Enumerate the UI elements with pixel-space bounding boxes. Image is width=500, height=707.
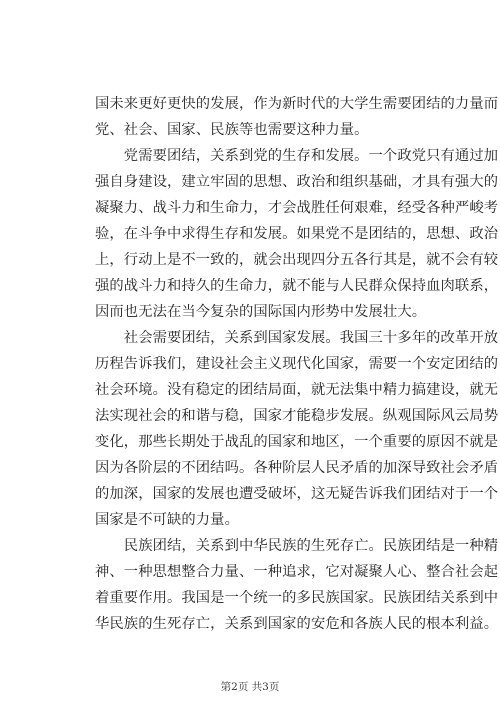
text-line: 党需要团结，关系到党的生存和发展。一个政党只有通过加 xyxy=(95,148,499,164)
text-line: 神、一种思想整合力量、一种追求，它对凝聚人心、整合社会起 xyxy=(95,564,499,580)
text-line: 历程告诉我们，建设社会主义现代化国家，需要一个安定团结的 xyxy=(95,356,499,372)
text-line: 着重要作用。我国是一个统一的多民族国家。民族团结关系到中 xyxy=(95,590,499,606)
text-line: 国未来更好更快的发展，作为新时代的大学生需要团结的力量而 xyxy=(95,96,499,112)
text-line: 的加深，国家的发展也遭受破坏，这无疑告诉我们团结对于一个 xyxy=(95,486,499,502)
text-line: 凝聚力、战斗力和生命力，才会战胜任何艰难，经受各种严峻考 xyxy=(95,200,499,216)
body-text xyxy=(95,91,499,637)
text-line: 因而也无法在当今复杂的国际国内形势中发展壮大。 xyxy=(95,304,427,320)
text-line: 验，在斗争中求得生存和发展。如果党不是团结的，思想、政治 xyxy=(95,226,499,242)
text-line: 法实现社会的和谐与稳，国家才能稳步发展。纵观国际风云局势 xyxy=(95,408,499,424)
text-line: 党、社会、国家、民族等也需要这种力量。 xyxy=(95,122,369,138)
text-line: 上，行动上是不一致的，就会出现四分五各行其是，就不会有较 xyxy=(95,252,499,268)
text-line: 强自身建设，建立牢固的思想、政治和组织基础，才具有强大的 xyxy=(95,174,499,190)
text-line: 国家是不可缺的力量。 xyxy=(95,512,239,528)
text-line: 华民族的生死存亡，关系到国家的安危和各族人民的根本利益。 xyxy=(95,616,499,632)
text-line: 因为各阶层的不团结吗。各种阶层人民矛盾的加深导致社会矛盾 xyxy=(95,460,499,476)
text-line: 民族团结，关系到中华民族的生死存亡。民族团结是一种精 xyxy=(95,538,499,554)
text-line: 强的战斗力和持久的生命力，就不能与人民群众保持血肉联系， xyxy=(95,278,499,294)
text-line: 变化，那些长期处于战乱的国家和地区，一个重要的原因不就是 xyxy=(95,434,499,450)
text-line: 社会环境。没有稳定的团结局面，就无法集中精力搞建设，就无 xyxy=(95,382,499,398)
page-number-footer: 第2页 共3页 xyxy=(220,681,280,693)
text-line: 社会需要团结，关系到国家发展。我国三十多年的改革开放 xyxy=(95,330,499,346)
